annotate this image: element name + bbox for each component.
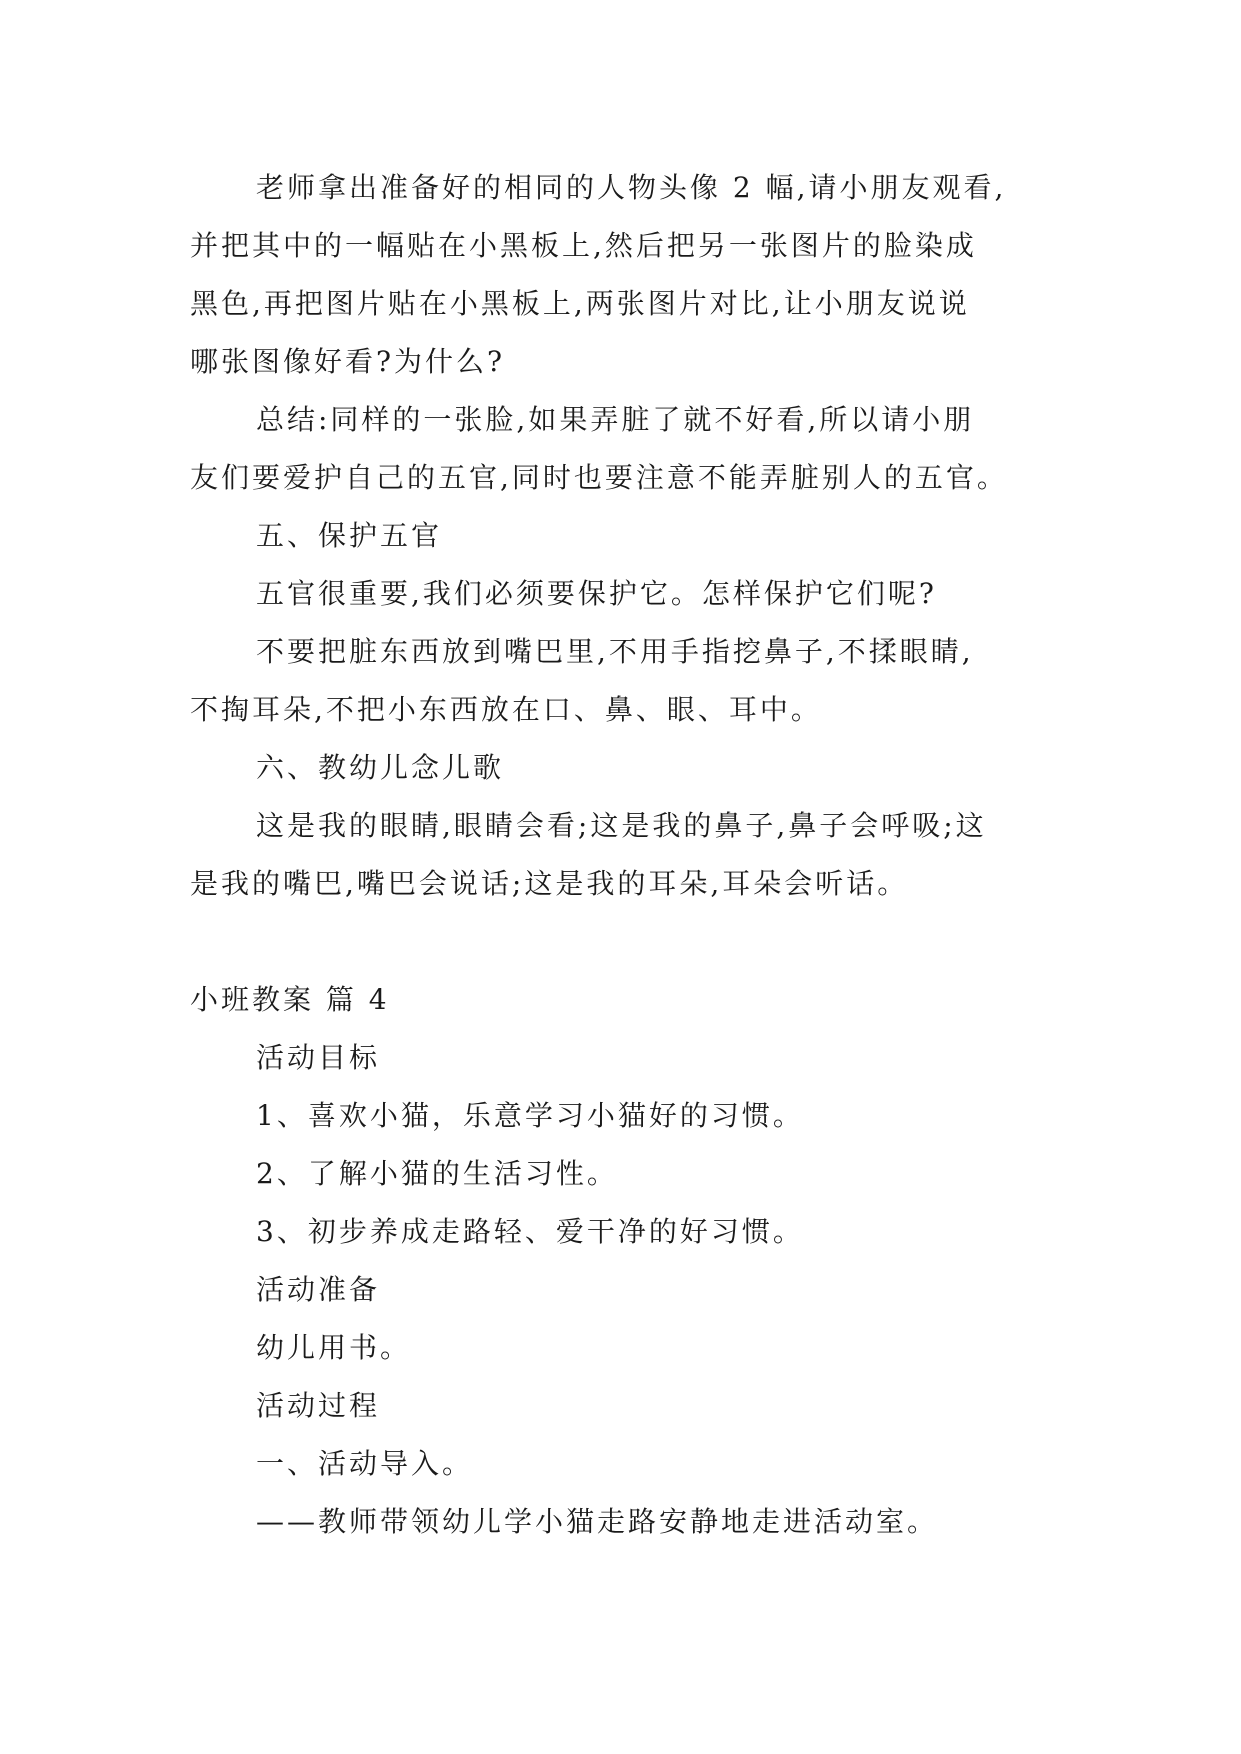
- paragraph-line: 黑色,再把图片贴在小黑板上,两张图片对比,让小朋友说说: [190, 287, 970, 320]
- paragraph-line: ——教师带领幼儿学小猫走路安静地走进活动室。: [256, 1505, 939, 1538]
- paragraph-line: 是我的嘴巴,嘴巴会说话;这是我的耳朵,耳朵会听话。: [190, 867, 909, 900]
- paragraph-line: 幼儿用书。: [256, 1331, 412, 1364]
- section-heading: 六、教幼儿念儿歌: [256, 751, 505, 784]
- paragraph-line: 一、活动导入。: [256, 1447, 474, 1480]
- paragraph-line: 总结:同样的一张脸,如果弄脏了就不好看,所以请小朋: [256, 403, 975, 436]
- paragraph-line: 友们要爱护自己的五官,同时也要注意不能弄脏别人的五官。: [190, 461, 1008, 494]
- paragraph-line: 不掏耳朵,不把小东西放在口、鼻、眼、耳中。: [190, 693, 822, 726]
- section-heading: 活动目标: [256, 1041, 381, 1074]
- paragraph-line: 这是我的眼睛,眼睛会看;这是我的鼻子,鼻子会呼吸;这: [256, 809, 987, 842]
- list-item: 3、初步养成走路轻、爱干净的好习惯。: [256, 1215, 804, 1248]
- paragraph-line: 五官很重要,我们必须要保护它。怎样保护它们呢?: [256, 577, 937, 610]
- list-item: 2、了解小猫的生活习性。: [256, 1157, 618, 1190]
- paragraph-line: 不要把脏东西放到嘴巴里,不用手指挖鼻子,不揉眼睛,: [256, 635, 974, 668]
- section-heading: 五、保护五官: [256, 519, 443, 552]
- section-heading: 活动过程: [256, 1389, 381, 1422]
- paragraph-line: 并把其中的一幅贴在小黑板上,然后把另一张图片的脸染成: [190, 229, 977, 262]
- paragraph-line: 老师拿出准备好的相同的人物头像 2 幅,请小朋友观看,: [256, 171, 1007, 204]
- list-item: 1、喜欢小猫，乐意学习小猫好的习惯。: [256, 1099, 804, 1132]
- lesson-title: 小班教案 篇 4: [190, 983, 390, 1016]
- section-heading: 活动准备: [256, 1273, 381, 1306]
- paragraph-line: 哪张图像好看?为什么?: [190, 345, 506, 378]
